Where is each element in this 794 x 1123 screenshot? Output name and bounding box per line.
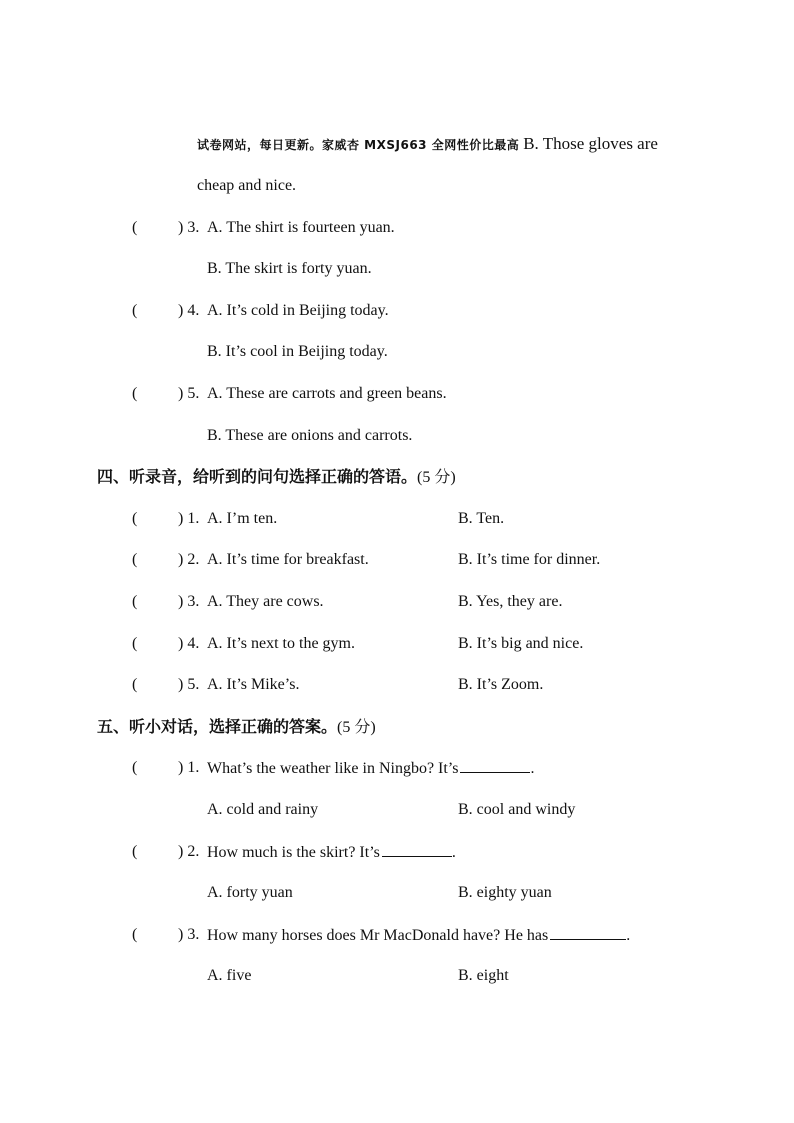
option-a: A. They are cows.: [207, 593, 324, 610]
answer-paren[interactable]: (: [132, 926, 138, 943]
question-number: ) 3.: [178, 926, 200, 943]
section5-heading: [97, 717, 376, 738]
watermark-line: [197, 134, 658, 155]
option-b: B. Yes, they are.: [458, 593, 563, 610]
option-a: A. five: [207, 967, 252, 984]
option-a: A. It’s cold in Beijing today.: [207, 302, 389, 319]
answer-blank[interactable]: [550, 925, 626, 940]
option-b: B. cool and windy: [458, 801, 576, 818]
option-b: B. Ten.: [458, 510, 505, 527]
question-number: ) 4.: [178, 635, 200, 652]
question-number: ) 3.: [178, 219, 200, 236]
answer-blank[interactable]: [460, 758, 530, 773]
answer-blank[interactable]: [382, 842, 452, 857]
section4-score: (5 分): [417, 469, 456, 486]
answer-paren[interactable]: (: [132, 759, 138, 776]
question-number: ) 1.: [178, 510, 200, 527]
option-b: B. It’s time for dinner.: [458, 551, 601, 568]
answer-paren[interactable]: (: [132, 302, 138, 319]
question-number: ) 4.: [178, 302, 200, 319]
option-a: A. I’m ten.: [207, 510, 278, 527]
answer-paren[interactable]: (: [132, 676, 138, 693]
question-number: ) 1.: [178, 759, 200, 776]
option-a: A. It’s Mike’s.: [207, 676, 300, 693]
option-b: B. It’s big and nice.: [458, 635, 584, 652]
option-b: B. It’s cool in Beijing today.: [207, 343, 388, 360]
option-b: B. eight: [458, 967, 509, 984]
section4-title: 四、听录音，给听到的问句选择正确的答语。: [97, 467, 418, 486]
question-stem: How many horses does Mr MacDonald have? He has: [207, 927, 549, 944]
question-stem: What’s the weather like in Ningbo? It’s: [207, 760, 459, 777]
answer-paren[interactable]: (: [132, 843, 138, 860]
question-number: ) 5.: [178, 385, 200, 402]
option-b: B. The skirt is forty yuan.: [207, 260, 372, 277]
section5-title: 五、听小对话，选择正确的答案。: [97, 717, 338, 736]
question-number: ) 5.: [178, 676, 200, 693]
question-number: ) 3.: [178, 593, 200, 610]
option-a: A. These are carrots and green beans.: [207, 385, 447, 402]
answer-paren[interactable]: (: [132, 635, 138, 652]
watermark-text: 试卷网站，每日更新。家威杏 MXSJ663 全网性价比最高: [197, 138, 520, 152]
option-a: A. It’s next to the gym.: [207, 635, 355, 652]
question-text: [207, 842, 456, 863]
question-stem: How much is the skirt? It’s: [207, 844, 380, 861]
section4-heading: [97, 467, 456, 488]
option-b: B. eighty yuan: [458, 884, 552, 901]
question-end: .: [451, 844, 456, 861]
question-text: [207, 925, 630, 946]
option-a: A. The shirt is fourteen yuan.: [207, 219, 395, 236]
answer-paren[interactable]: (: [132, 510, 138, 527]
answer-paren[interactable]: (: [132, 593, 138, 610]
option-a: A. forty yuan: [207, 884, 293, 901]
continuation-text: cheap and nice.: [197, 177, 297, 194]
option-b: B. These are onions and carrots.: [207, 427, 413, 444]
option-b-text: B. Those gloves are: [523, 134, 658, 153]
question-end: .: [530, 760, 535, 777]
option-b: B. It’s Zoom.: [458, 676, 544, 693]
answer-paren[interactable]: (: [132, 551, 138, 568]
option-a: A. cold and rainy: [207, 801, 319, 818]
question-end: .: [626, 927, 631, 944]
section5-score: (5 分): [337, 719, 376, 736]
option-a: A. It’s time for breakfast.: [207, 551, 369, 568]
answer-paren[interactable]: (: [132, 385, 138, 402]
question-number: ) 2.: [178, 551, 200, 568]
answer-paren[interactable]: (: [132, 219, 138, 236]
question-text: [207, 758, 534, 779]
question-number: ) 2.: [178, 843, 200, 860]
